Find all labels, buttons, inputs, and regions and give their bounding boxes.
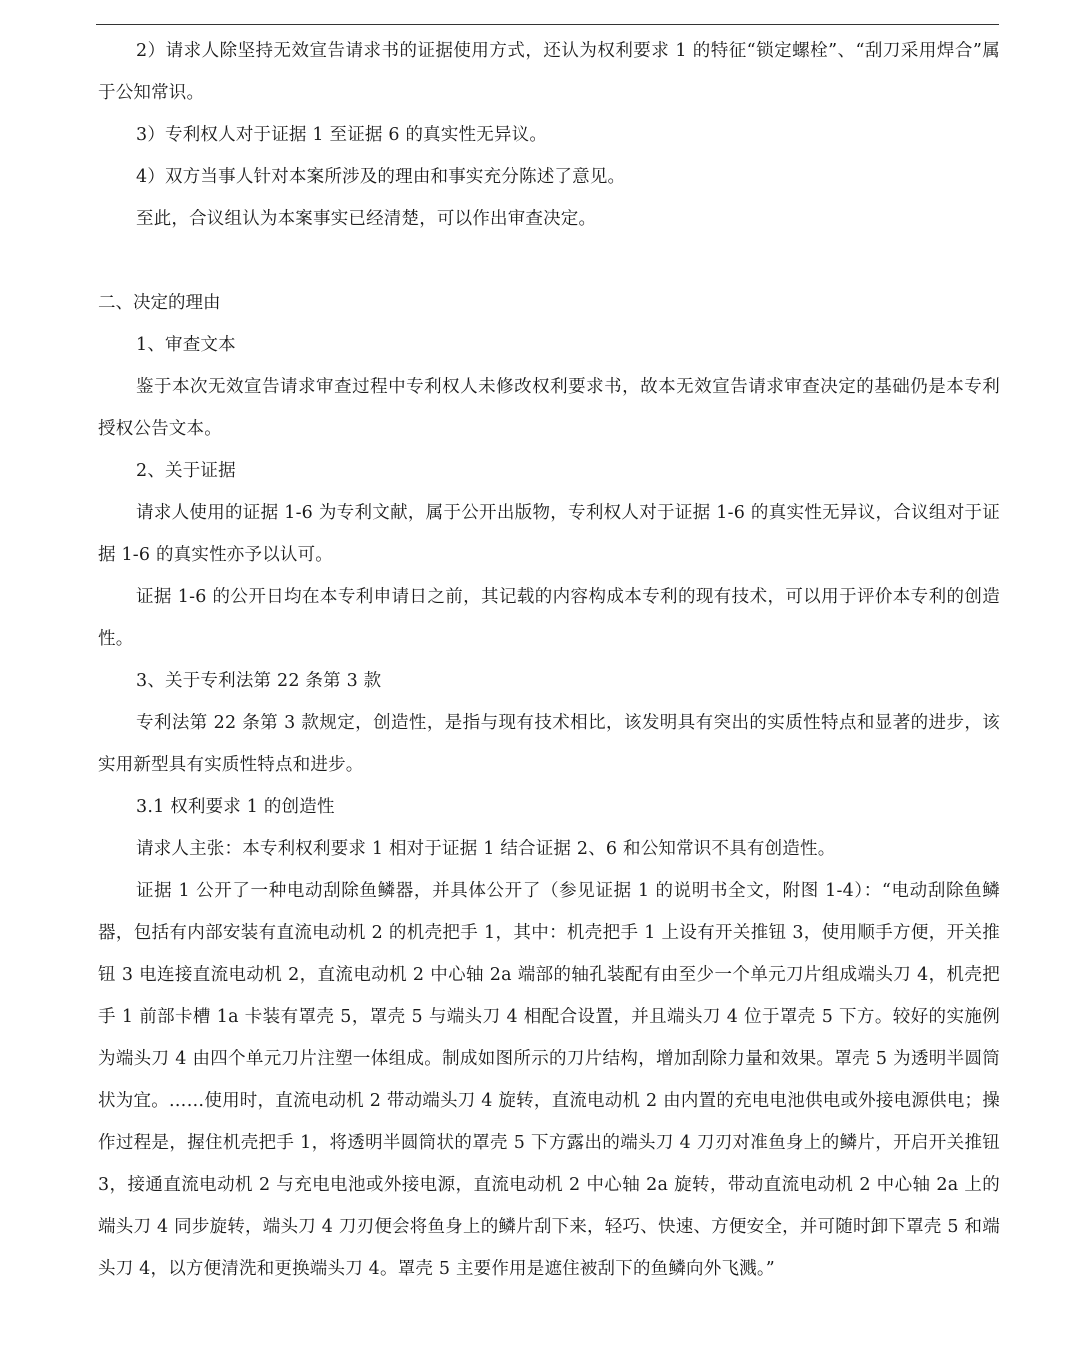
subheading-patent-law-22-3: 3、关于专利法第 22 条第 3 款: [136, 671, 382, 691]
paragraph-evidence-prior-art: 证据 1-6 的公开日均在本专利申请日之前，其记载的内容构成本专利的现有技术，可以用于评价本专利的创造性。: [98, 587, 1000, 649]
subheading-evidence: 2、关于证据: [136, 461, 236, 481]
subheading-examination-text: 1、审查文本: [136, 335, 236, 355]
paragraph-requester-claim: 请求人主张：本专利权利要求 1 相对于证据 1 结合证据 2、6 和公知常识不具有创造性。: [136, 839, 836, 859]
paragraph-examination-basis: 鉴于本次无效宣告请求审查过程中专利权人未修改权利要求书，故本无效宣告请求审查决定的基础仍是本专利授权公告文本。: [98, 377, 1000, 439]
paragraph-authenticity-no-objection: 3）专利权人对于证据 1 至证据 6 的真实性无异议。: [136, 125, 548, 145]
paragraph-requester-common-knowledge: 2）请求人除坚持无效宣告请求书的证据使用方式，还认为权利要求 1 的特征“锁定螺栓”、“刮刀采用焊合”属于公知常识。: [98, 41, 1000, 103]
paragraph-evidence-1-disclosure: 证据 1 公开了一种电动刮除鱼鳞器，并具体公开了（参见证据 1 的说明书全文，附图 1-4）：“电动刮除鱼鳞器，包括有内部安装有直流电动机 2 的机壳把手 1，其中：机壳把手 1 上设有开关推钮 3，使用顺手方便，开关推钮 3 电连接直流电动机 2，直流电动机 2 中心轴 2a 端部的轴孔装配有由至少一个单元刀片组成端头刀 4，机壳把手 1 前部卡槽 1a 卡装有罩壳 5，罩壳 5 与端头刀 4 相配合设置，并且端头刀 4 位于罩壳 5 下方。较好的实施例为端头刀 4 由四个单元刀片注塑一体组成。制成如图所示的刀片结构，增加刮除力量和效果。罩壳 5 为透明半圆筒状为宜。……使用时，直流电动机 2 带动端头刀 4 旋转，直流电动机 2 由内置的充电电池供电或外接电源供电；操作过程是，握住机壳把手 1，将透明半圆筒状的罩壳 5 下方露出的端头刀 4 刀刃对准鱼身上的鳞片，开启开关推钮 3，接通直流电动机 2 与充电电池或外接电源，直流电动机 2 中心轴 2a 旋转，带动直流电动机 2 中心轴 2a 上的端头刀 4 同步旋转，端头刀 4 刀刃便会将鱼身上的鳞片刮下来，轻巧、快速、方便安全，并可随时卸下罩壳 5 和端头刀 4，以方便清洗和更换端头刀 4。罩壳 5 主要作用是遮住被刮下的鱼鳞向外飞溅。”: [98, 881, 1000, 1279]
document-body: [98, 30, 1000, 1290]
paragraph-facts-clear: 至此，合议组认为本案事实已经清楚，可以作出审查决定。: [136, 209, 597, 229]
section-heading-reasons: 二、决定的理由: [98, 293, 221, 313]
paragraph-evidence-authenticity: 请求人使用的证据 1-6 为专利文献，属于公开出版物，专利权人对于证据 1-6 的真实性无异议，合议组对于证据 1-6 的真实性亦予以认可。: [98, 503, 1000, 565]
header-rule: [96, 24, 999, 25]
section-spacer: [98, 240, 1000, 282]
paragraph-inventiveness-definition: 专利法第 22 条第 3 款规定，创造性，是指与现有技术相比，该发明具有突出的实质性特点和显著的进步，该实用新型具有实质性特点和进步。: [98, 713, 1000, 775]
paragraph-parties-statements: 4）双方当事人针对本案所涉及的理由和事实充分陈述了意见。: [136, 167, 626, 187]
subheading-claim-1-inventiveness: 3.1 权利要求 1 的创造性: [136, 797, 335, 817]
